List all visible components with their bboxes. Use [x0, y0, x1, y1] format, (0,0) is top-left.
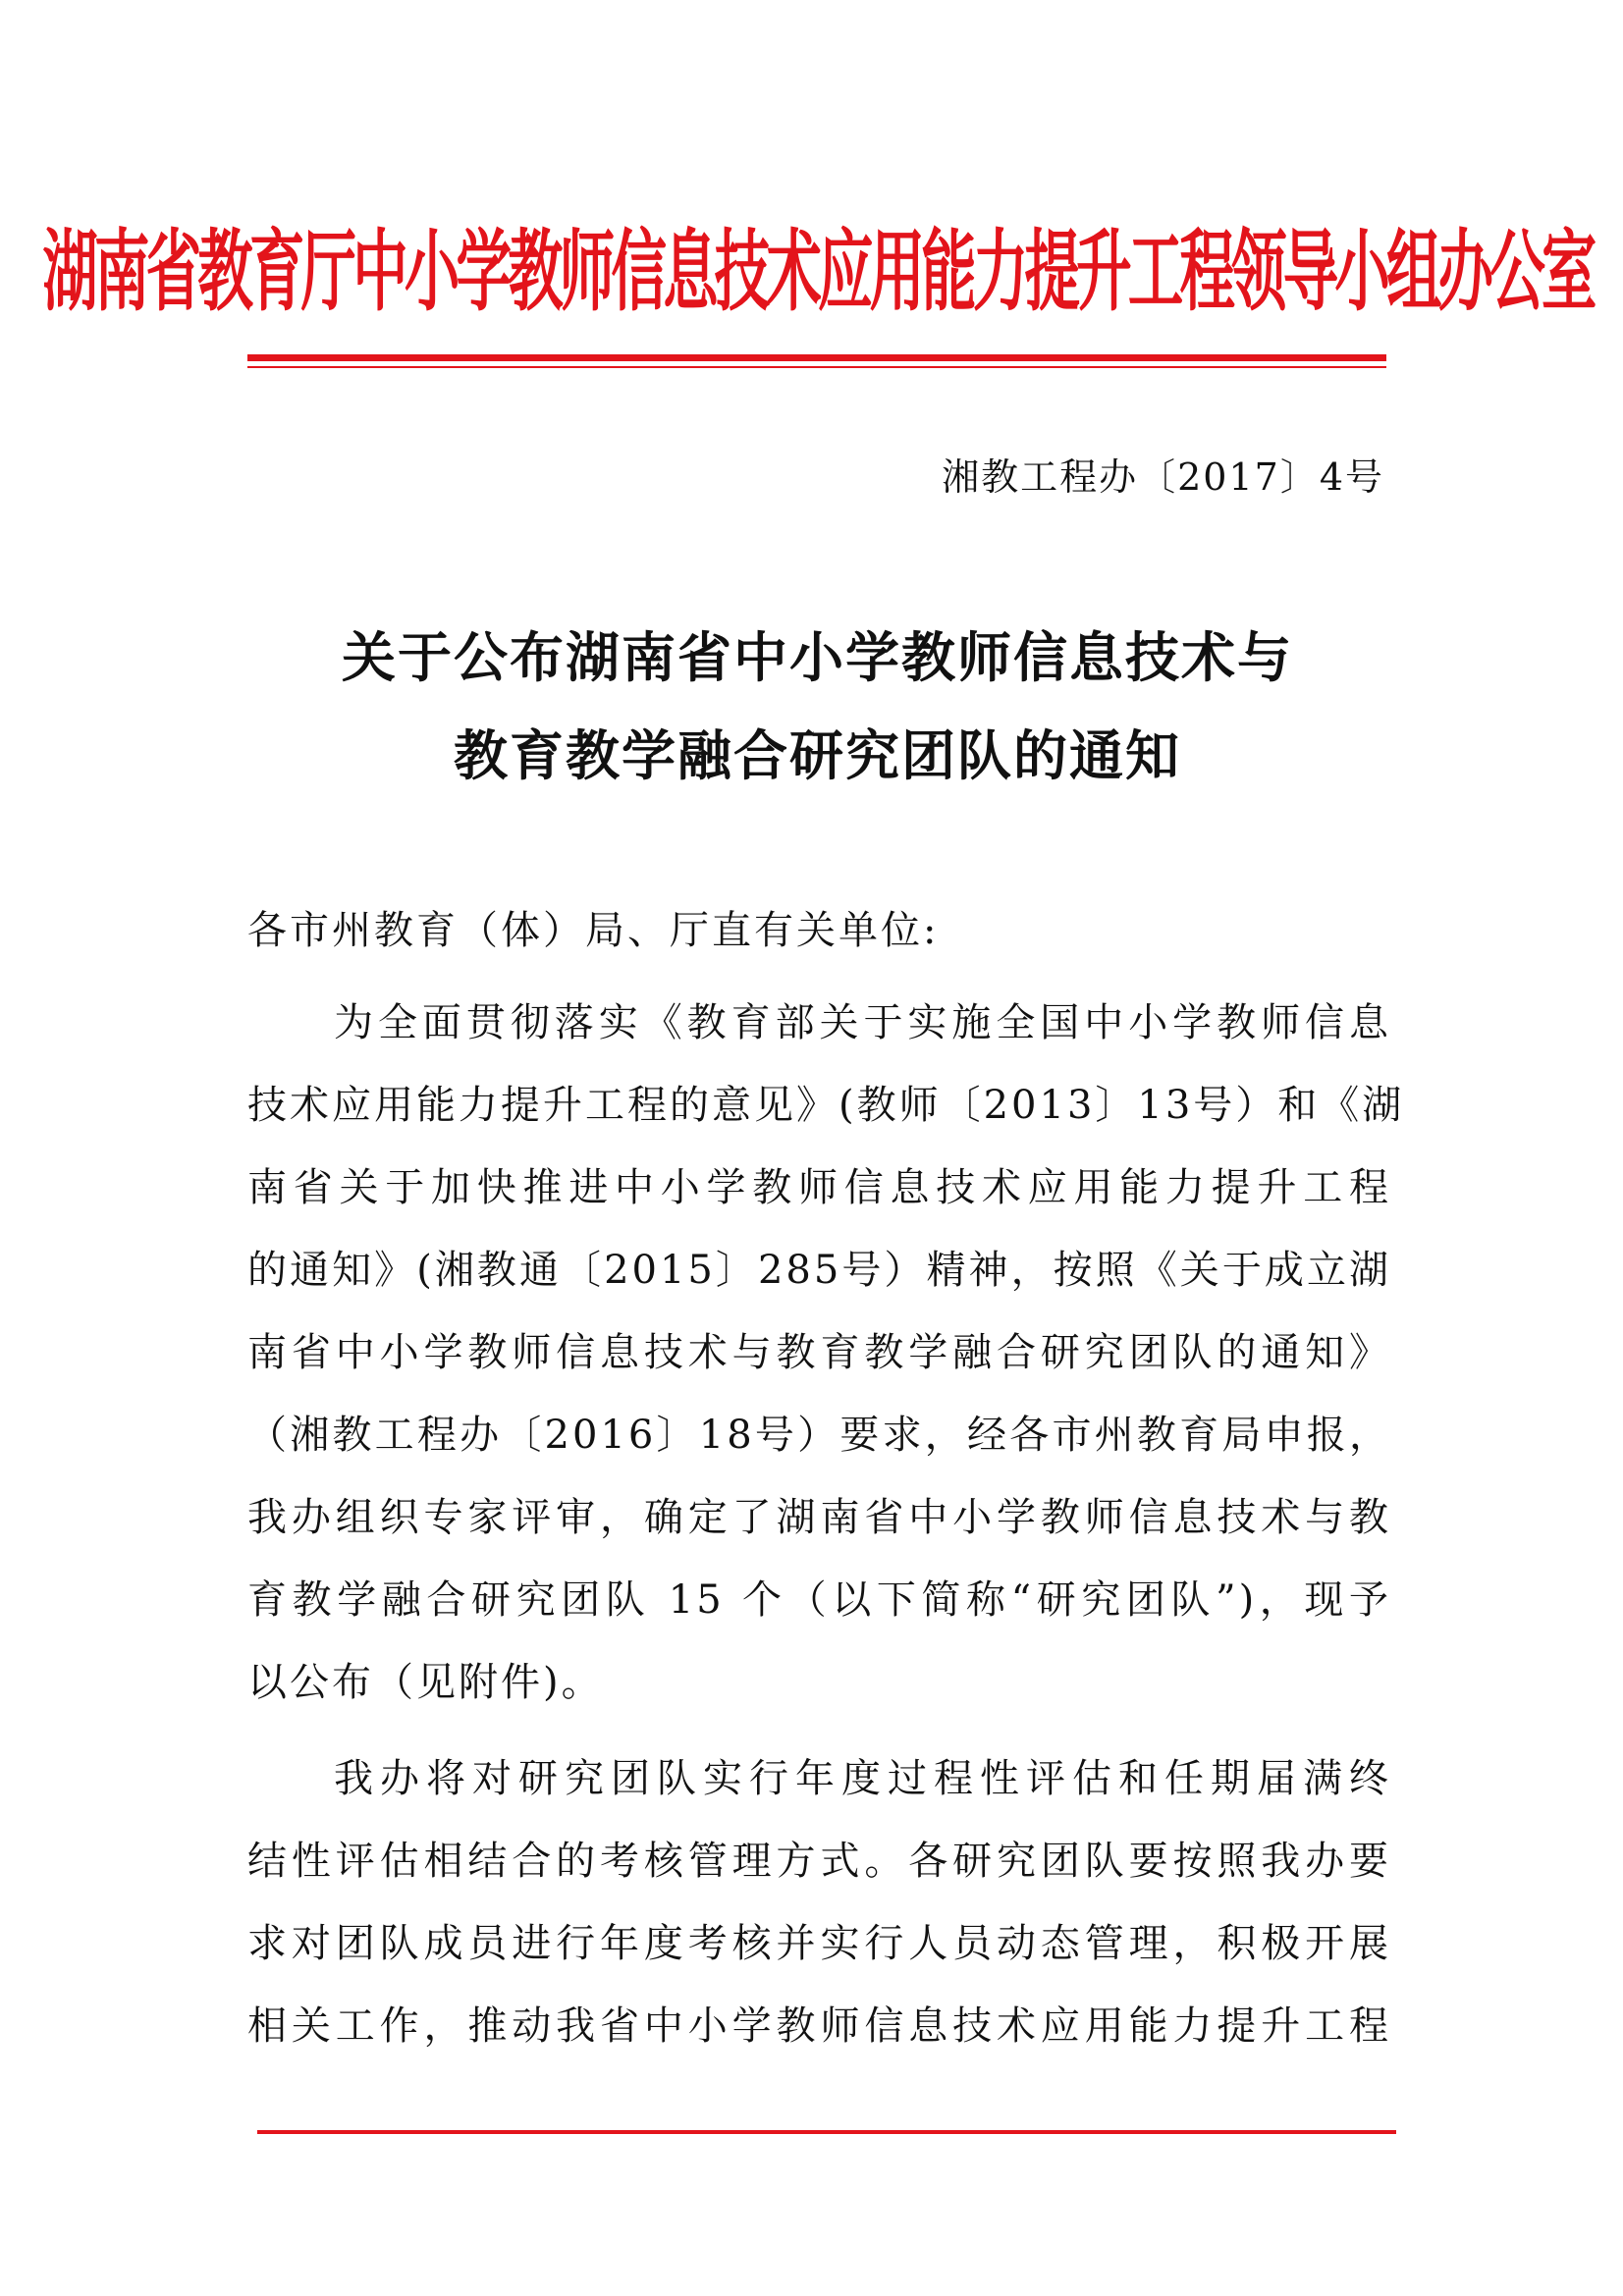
organization-header	[41, 211, 1594, 324]
paragraph-line: 结性评估相结合的考核管理方式。各研究团队要按照我办要	[247, 1839, 1391, 1884]
paragraph-line: 我办将对研究团队实行年度过程性评估和任期届满终	[334, 1756, 1391, 1801]
footer-rule	[257, 2130, 1396, 2134]
paragraph-1	[247, 982, 1405, 1724]
title-line: 教育教学融合研究团队的通知	[453, 724, 1181, 787]
paragraph-line: 以公布（见附件)。	[247, 1660, 604, 1705]
organization-name: 湖南省教育厅中小学教师信息技术应用能力提升工程领导小组办公室	[41, 221, 1594, 324]
title-line: 关于公布湖南省中小学教师信息技术与	[341, 626, 1293, 689]
paragraph-line: 相关工作，推动我省中小学教师信息技术应用能力提升工程	[247, 2003, 1391, 2049]
header-rule-thin	[247, 366, 1386, 368]
paragraph-2	[247, 1737, 1391, 2067]
document-title	[245, 609, 1389, 805]
paragraph-line: 我办组织专家评审，确定了湖南省中小学教师信息技术与教	[247, 1495, 1391, 1540]
paragraph-line: 育教学融合研究团队 15 个（以下简称“研究团队”)，现予	[247, 1577, 1391, 1623]
header-rule-thick	[247, 354, 1386, 361]
document-number: 湘教工程办〔2017〕4号	[942, 455, 1384, 499]
paragraph-line: 南省中小学教师信息技术与教育教学融合研究团队的通知》	[247, 1330, 1391, 1375]
paragraph-line: 技术应用能力提升工程的意见》(教师〔2013〕13号）和《湖	[247, 1083, 1405, 1128]
paragraph-line: 求对团队成员进行年度考核并实行人员动态管理，积极开展	[247, 1921, 1391, 1966]
paragraph-line: 的通知》(湘教通〔2015〕285号）精神，按照《关于成立湖	[247, 1248, 1391, 1293]
addressee: 各市州教育（体）局、厅直有关单位:	[247, 908, 940, 953]
paragraph-line: 为全面贯彻落实《教育部关于实施全国中小学教师信息	[334, 1000, 1391, 1045]
paragraph-line: 南省关于加快推进中小学教师信息技术应用能力提升工程	[247, 1165, 1391, 1210]
paragraph-line: （湘教工程办〔2016〕18号）要求，经各市州教育局申报，	[247, 1413, 1391, 1458]
